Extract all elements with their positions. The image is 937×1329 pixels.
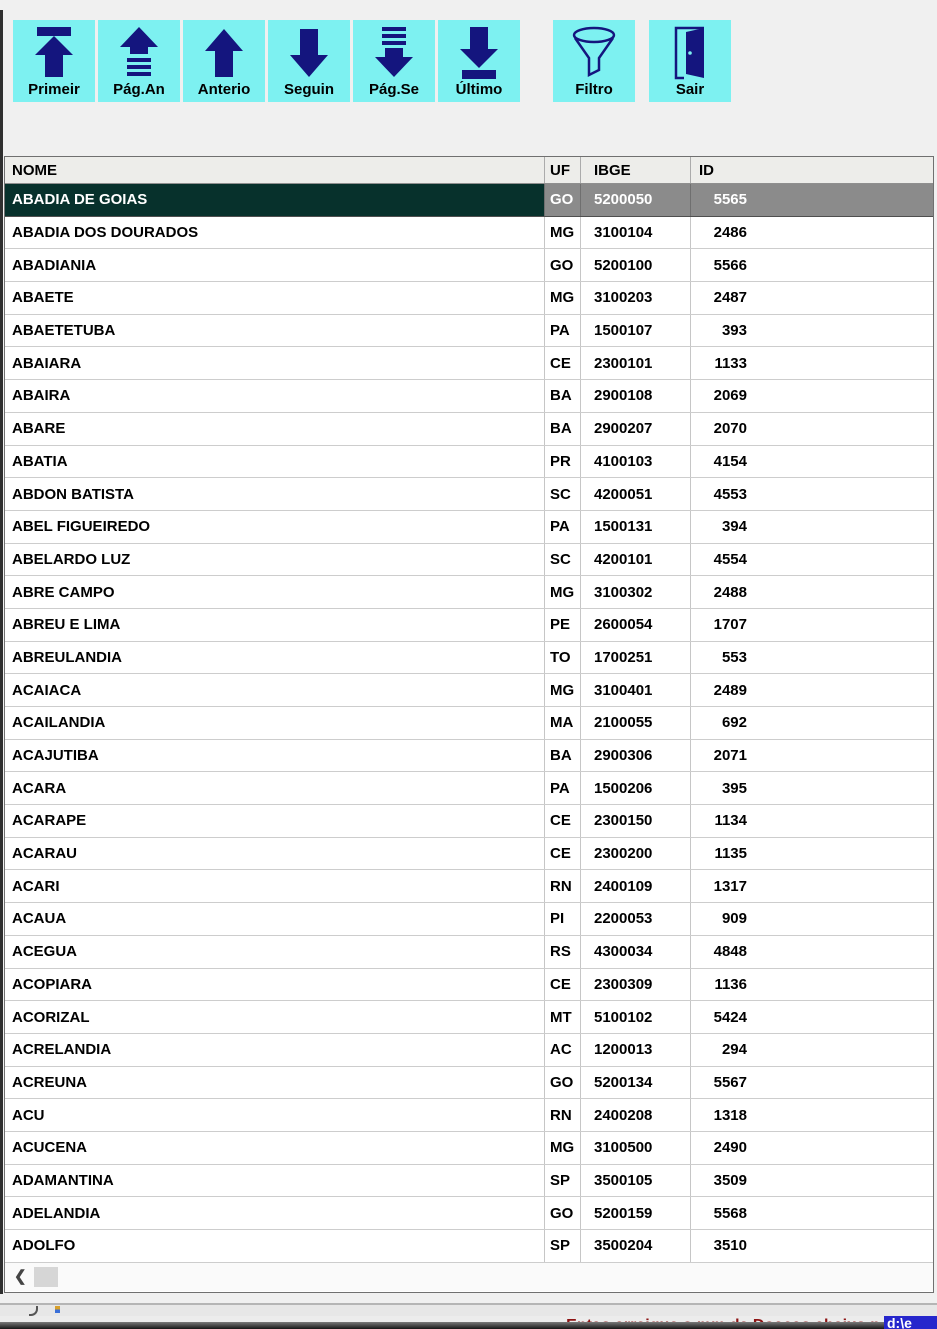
cell-ibge: 2900306 — [580, 740, 690, 772]
horizontal-scrollbar[interactable] — [5, 1263, 933, 1291]
cell-uf: MG — [544, 217, 580, 249]
exit-button[interactable] — [649, 20, 731, 102]
cell-ibge: 2400109 — [580, 870, 690, 902]
cell-ibge: 5200050 — [580, 184, 690, 216]
cell-id: 692 — [690, 707, 933, 739]
cell-id: 1134 — [690, 805, 933, 837]
cell-nome: ACARA — [12, 779, 67, 797]
table-row[interactable] — [5, 609, 933, 642]
cell-ibge: 1500131 — [580, 511, 690, 543]
table-row[interactable] — [5, 838, 933, 871]
cell-nome: ACARI — [12, 877, 60, 895]
cell-id: 1133 — [690, 347, 933, 379]
cell-ibge: 2900207 — [580, 413, 690, 445]
table-row[interactable] — [5, 315, 933, 348]
table-row[interactable] — [5, 740, 933, 773]
cell-id: 3510 — [690, 1230, 933, 1262]
cell-uf: SP — [544, 1165, 580, 1197]
cell-ibge: 2300101 — [580, 347, 690, 379]
cell-ibge: 3100401 — [580, 674, 690, 706]
cell-nome: ACAJUTIBA — [12, 747, 99, 765]
table-row[interactable] — [5, 1001, 933, 1034]
cell-id: 5565 — [690, 184, 933, 216]
toolbar-button-label: Primeir — [28, 81, 80, 98]
cell-nome: ACOPIARA — [12, 975, 93, 993]
column-header-nome[interactable]: NOME — [12, 161, 57, 179]
cell-id: 2071 — [690, 740, 933, 772]
cell-nome: ABREULANDIA — [12, 648, 122, 666]
cell-uf: SC — [544, 478, 580, 510]
cell-nome: ABATIA — [12, 452, 68, 470]
table-row[interactable] — [5, 1034, 933, 1067]
cell-nome: ABAETE — [12, 289, 74, 307]
first-record-icon — [31, 25, 77, 81]
toolbar-button-label: Pág.An — [113, 81, 165, 98]
cell-nome: ABADIA DOS DOURADOS — [12, 224, 199, 242]
cell-nome: ACARAPE — [12, 812, 87, 830]
cell-uf: GO — [544, 1067, 580, 1099]
cell-nome: ACARAU — [12, 845, 77, 863]
table-row[interactable] — [5, 380, 933, 413]
cell-uf: CE — [544, 969, 580, 1001]
table-row[interactable] — [5, 674, 933, 707]
cell-uf: MG — [544, 576, 580, 608]
cell-id: 4554 — [690, 544, 933, 576]
cell-id: 1135 — [690, 838, 933, 870]
toolbar-button-label: Sair — [675, 81, 705, 98]
cell-nome: ACORIZAL — [12, 1008, 90, 1026]
table-row[interactable] — [5, 903, 933, 936]
cell-nome: ABAIRA — [12, 387, 71, 405]
exit-door-icon — [667, 25, 713, 81]
scrollbar-thumb[interactable] — [34, 1267, 58, 1287]
cell-uf: MG — [544, 674, 580, 706]
cell-ibge: 2200053 — [580, 903, 690, 935]
cell-ibge: 3500105 — [580, 1165, 690, 1197]
cell-ibge: 1500206 — [580, 772, 690, 804]
navigation-toolbar — [13, 20, 731, 102]
table-row[interactable] — [5, 969, 933, 1002]
page-next-button[interactable] — [353, 20, 435, 102]
municipalities-grid — [4, 156, 934, 1293]
cell-ibge: 4200101 — [580, 544, 690, 576]
cell-ibge: 5200159 — [580, 1197, 690, 1229]
cell-uf: CE — [544, 838, 580, 870]
cell-ibge: 1200013 — [580, 1034, 690, 1066]
cell-ibge: 5200100 — [580, 249, 690, 281]
table-row[interactable] — [5, 544, 933, 577]
cell-ibge: 3100500 — [580, 1132, 690, 1164]
cell-ibge: 1500107 — [580, 315, 690, 347]
cell-id: 1318 — [690, 1099, 933, 1131]
cell-uf: AC — [544, 1034, 580, 1066]
cell-uf: BA — [544, 413, 580, 445]
cell-id: 4154 — [690, 446, 933, 478]
cell-id: 553 — [690, 642, 933, 674]
cell-nome: ABREU E LIMA — [12, 616, 121, 634]
cell-ibge: 5200134 — [580, 1067, 690, 1099]
cell-uf: GO — [544, 1197, 580, 1229]
cell-uf: BA — [544, 380, 580, 412]
last-record-icon — [456, 25, 502, 81]
cell-nome: ABRE CAMPO — [12, 583, 115, 601]
cell-nome: ABDON BATISTA — [12, 485, 134, 503]
cell-id: 1707 — [690, 609, 933, 641]
filter-funnel-icon — [570, 25, 618, 81]
cell-uf: SP — [544, 1230, 580, 1262]
table-row[interactable] — [5, 1197, 933, 1230]
cell-uf: CE — [544, 347, 580, 379]
column-header-uf[interactable]: UF — [544, 157, 580, 183]
cell-nome: ACRELANDIA — [12, 1041, 112, 1059]
cell-uf: RN — [544, 870, 580, 902]
cell-nome: ACU — [12, 1106, 45, 1124]
cell-uf: PR — [544, 446, 580, 478]
table-row[interactable] — [5, 1099, 933, 1132]
table-row[interactable] — [5, 870, 933, 903]
table-row[interactable] — [5, 282, 933, 315]
cell-uf: CE — [544, 805, 580, 837]
cell-nome: ABADIANIA — [12, 256, 97, 274]
table-row[interactable] — [5, 936, 933, 969]
cell-uf: PE — [544, 609, 580, 641]
column-header-ibge[interactable]: IBGE — [580, 157, 690, 183]
cell-id: 1136 — [690, 969, 933, 1001]
cell-uf: SC — [544, 544, 580, 576]
cell-uf: RN — [544, 1099, 580, 1131]
next-record-icon — [286, 25, 332, 81]
cell-ibge: 2300309 — [580, 969, 690, 1001]
cell-nome: ACAIACA — [12, 681, 82, 699]
clipped-icon-fragment — [55, 1306, 60, 1313]
table-row[interactable] — [5, 511, 933, 544]
cell-uf: GO — [544, 184, 580, 216]
cell-uf: PA — [544, 511, 580, 543]
previous-record-button[interactable] — [183, 20, 265, 102]
cell-id: 2489 — [690, 674, 933, 706]
cell-id: 2487 — [690, 282, 933, 314]
first-record-button[interactable] — [13, 20, 95, 102]
cell-ibge: 4200051 — [580, 478, 690, 510]
cell-ibge: 2600054 — [580, 609, 690, 641]
cell-nome: ACAUA — [12, 910, 67, 928]
table-row[interactable] — [5, 1165, 933, 1198]
table-row[interactable] — [5, 249, 933, 282]
cell-ibge: 2400208 — [580, 1099, 690, 1131]
next-record-button[interactable] — [268, 20, 350, 102]
table-row[interactable] — [5, 1132, 933, 1165]
previous-record-icon — [201, 25, 247, 81]
table-row[interactable] — [5, 478, 933, 511]
cell-uf: MA — [544, 707, 580, 739]
cell-nome: ACAILANDIA — [12, 714, 106, 732]
toolbar-button-label: Último — [455, 81, 503, 98]
cell-uf: PA — [544, 315, 580, 347]
bottom-dark-bar — [0, 1322, 884, 1329]
cell-ibge: 1700251 — [580, 642, 690, 674]
table-row[interactable] — [5, 707, 933, 740]
cell-nome: ABAIARA — [12, 354, 82, 372]
cell-uf: MG — [544, 1132, 580, 1164]
toolbar-button-label: Anterio — [197, 81, 251, 98]
cell-nome: ABAETETUBA — [12, 322, 116, 340]
table-row[interactable] — [5, 217, 933, 250]
cell-nome: ABELARDO LUZ — [12, 550, 131, 568]
cell-id: 5566 — [690, 249, 933, 281]
cell-nome: ADELANDIA — [12, 1204, 101, 1222]
toolbar-button-label: Filtro — [575, 81, 613, 98]
cell-id: 4553 — [690, 478, 933, 510]
cell-ibge: 2300200 — [580, 838, 690, 870]
toolbar-button-label: Seguin — [283, 81, 334, 98]
cell-uf: TO — [544, 642, 580, 674]
table-row[interactable] — [5, 642, 933, 675]
toolbar-button-label: Pág.Se — [368, 81, 420, 98]
cell-id: 395 — [690, 772, 933, 804]
grid-rows — [5, 184, 933, 1263]
page-previous-button[interactable] — [98, 20, 180, 102]
scroll-left-arrow-icon[interactable]: ❮ — [14, 1267, 27, 1285]
cell-uf: RS — [544, 936, 580, 968]
cell-id: 1317 — [690, 870, 933, 902]
table-row[interactable] — [5, 413, 933, 446]
cell-id: 3509 — [690, 1165, 933, 1197]
table-row[interactable] — [5, 772, 933, 805]
table-row[interactable] — [5, 805, 933, 838]
cell-ibge: 5100102 — [580, 1001, 690, 1033]
table-row[interactable] — [5, 184, 933, 217]
cell-id: 294 — [690, 1034, 933, 1066]
cell-id: 4848 — [690, 936, 933, 968]
cell-id: 5568 — [690, 1197, 933, 1229]
table-row[interactable] — [5, 576, 933, 609]
cell-id: 394 — [690, 511, 933, 543]
page-next-icon — [371, 25, 417, 81]
cell-ibge: 2300150 — [580, 805, 690, 837]
page-previous-icon — [116, 25, 162, 81]
cell-nome: ADOLFO — [12, 1237, 76, 1255]
path-selection-fragment: d:\e — [884, 1316, 937, 1329]
cell-ibge: 2900108 — [580, 380, 690, 412]
table-row[interactable] — [5, 347, 933, 380]
cell-ibge: 3500204 — [580, 1230, 690, 1262]
cell-uf: MG — [544, 282, 580, 314]
cell-ibge: 2100055 — [580, 707, 690, 739]
column-header-id[interactable]: ID — [690, 157, 933, 183]
cell-uf: PI — [544, 903, 580, 935]
cell-ibge: 4300034 — [580, 936, 690, 968]
cell-id: 5424 — [690, 1001, 933, 1033]
cell-nome: ABADIA DE GOIAS — [5, 184, 544, 216]
grid-header — [5, 157, 933, 184]
cell-id: 393 — [690, 315, 933, 347]
last-record-button[interactable] — [438, 20, 520, 102]
cell-id: 2486 — [690, 217, 933, 249]
cell-uf: GO — [544, 249, 580, 281]
cell-ibge: 3100104 — [580, 217, 690, 249]
table-row[interactable] — [5, 1230, 933, 1263]
cell-id: 2069 — [690, 380, 933, 412]
cell-ibge: 3100302 — [580, 576, 690, 608]
cell-nome: ADAMANTINA — [12, 1171, 114, 1189]
cell-id: 2490 — [690, 1132, 933, 1164]
filter-button[interactable] — [553, 20, 635, 102]
cell-nome: ACREUNA — [12, 1073, 87, 1091]
cell-nome: ACEGUA — [12, 943, 78, 961]
table-row[interactable] — [5, 1067, 933, 1100]
cell-ibge: 4100103 — [580, 446, 690, 478]
window-left-border — [0, 10, 3, 1294]
cell-nome: ACUCENA — [12, 1139, 87, 1157]
cell-id: 909 — [690, 903, 933, 935]
cell-nome: ABARE — [12, 420, 66, 438]
cell-id: 2488 — [690, 576, 933, 608]
cell-id: 5567 — [690, 1067, 933, 1099]
cell-ibge: 3100203 — [580, 282, 690, 314]
cell-uf: PA — [544, 772, 580, 804]
cell-uf: BA — [544, 740, 580, 772]
cell-nome: ABEL FIGUEIREDO — [12, 518, 151, 536]
cell-uf: MT — [544, 1001, 580, 1033]
cell-id: 2070 — [690, 413, 933, 445]
table-row[interactable] — [5, 446, 933, 479]
